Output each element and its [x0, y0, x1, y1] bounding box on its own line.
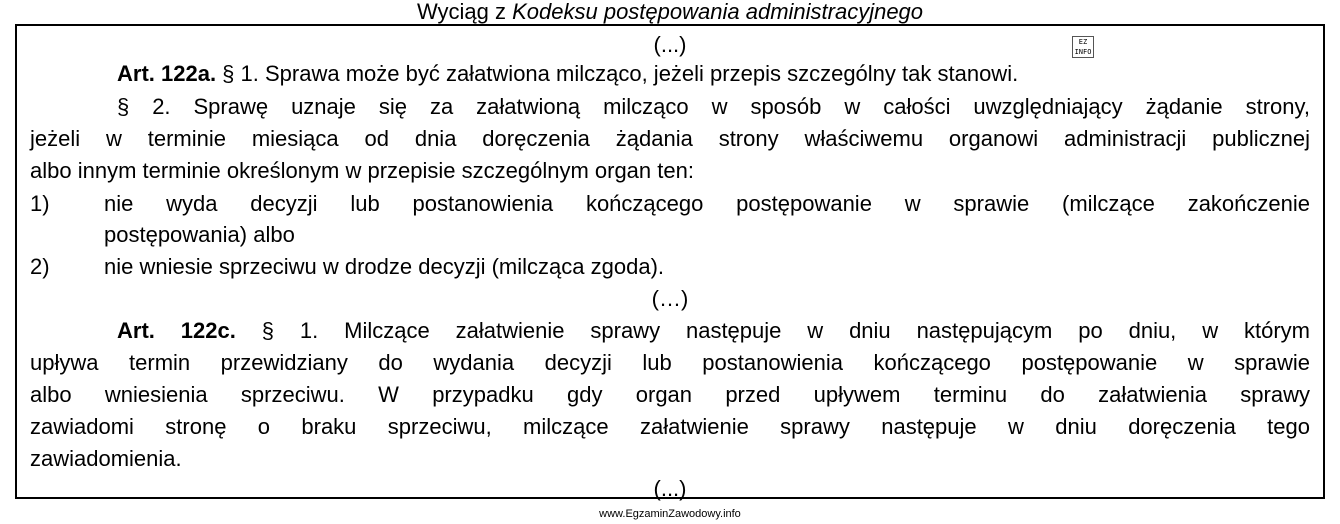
art122c-line5: zawiadomienia. [30, 446, 182, 471]
art122a-par2-line2: jeżeli w terminie miesiąca od dnia doręczenia żądania strony właściwemu organowi administracji publicznej [30, 126, 1310, 151]
art122c-line1: Art. 122c. § 1. Milczące załatwienie sprawy następuje w dniu następującym po dniu, w którym [117, 318, 1310, 343]
ellipsis-middle: (…) [651, 286, 689, 311]
item-1-number: 1) [30, 191, 50, 216]
art122a-par2-line3: albo innym terminie określonym w przepisie szczególnym organ ten: [30, 158, 694, 183]
item-1-line1: nie wyda decyzji lub postanowienia kończącego postępowanie w sprawie (milczące zakończenie [104, 191, 1310, 216]
item-1-line2: postępowania) albo [104, 222, 295, 247]
title-italic: Kodeksu postępowania administracyjnego [512, 0, 924, 24]
art122c-label: Art. 122c. [117, 318, 236, 343]
art122c-line4: zawiadomi stronę o braku sprzeciwu, milczące załatwienie sprawy następuje w dniu doręczenia tego [30, 414, 1310, 439]
art122a-par1: Art. 122a. § 1. Sprawa może być załatwiona milcząco, jeżeli przepis szczególny tak stanowi. [117, 61, 1019, 86]
ezinfo-badge-icon: EZ INFO [1072, 36, 1094, 58]
art122c-line3: albo wniesienia sprzeciwu. W przypadku gdy organ przed upływem terminu do załatwienia sprawy [30, 382, 1310, 407]
document-title [0, 0, 1340, 24]
item-2-line1: nie wniesie sprzeciwu w drodze decyzji (milcząca zgoda). [104, 254, 665, 279]
art122a-par2-line1: § 2. Sprawę uznaje się za załatwioną milcząco w sposób w całości uwzględniający żądanie strony, [117, 94, 1310, 119]
ellipsis-bottom: (...) [653, 476, 687, 501]
item-2-number: 2) [30, 254, 50, 279]
art122c-line2: upływa termin przewidziany do wydania decyzji lub postanowienia kończącego postępowanie w sprawie [30, 350, 1310, 375]
art122a-label: Art. 122a. [117, 61, 217, 86]
ellipsis-top: (...) [653, 32, 687, 57]
footer-watermark: www.EgzaminZawodowy.info [599, 508, 741, 520]
title-prefix: Wyciąg z [416, 0, 513, 24]
